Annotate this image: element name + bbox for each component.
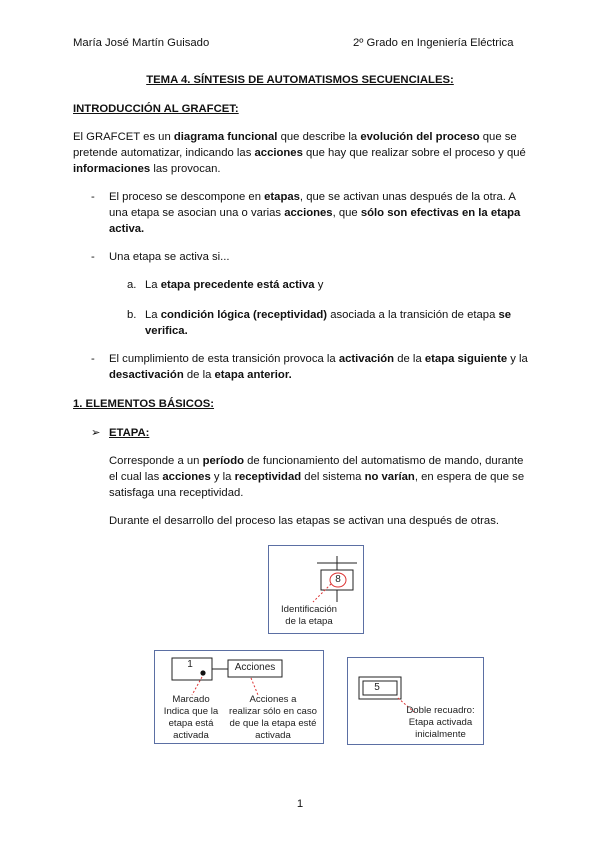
sub-item-a-marker: a.	[127, 279, 137, 291]
sub-item-b-marker: b.	[127, 309, 137, 321]
step-number: 8	[335, 574, 341, 585]
arrow-bullet-icon: ➢	[91, 427, 101, 439]
document-title: TEMA 4. SÍNTESIS DE AUTOMATISMOS SECUENCIALES:	[146, 74, 454, 86]
figure-step-actions	[154, 650, 324, 744]
sub-item-a: La etapa precedente está activa y	[145, 279, 324, 291]
step-number: 5	[374, 682, 380, 693]
marking-caption: Marcado Indica que la etapa está activada	[163, 694, 219, 741]
figure-step-identification	[268, 545, 364, 634]
figure-initial-step	[347, 657, 484, 745]
etapa-paragraph-2: Durante el desarrollo del proceso las etapas se activan una después de otras.	[109, 515, 499, 527]
etapa-paragraph: Corresponde a un período de funcionamiento del automatismo de mando, durante el cual las acciones y la receptividad del sistema no varían, en espera de que se satisfaga una receptividad.	[109, 455, 525, 499]
bullet-dash: -	[91, 191, 95, 203]
figure-caption: Identificación	[281, 604, 337, 615]
section-heading: 1. ELEMENTOS BÁSICOS:	[73, 398, 215, 410]
bullet-transicion: El cumplimiento de esta transición provoca la activación de la etapa siguiente y la desactivación de la etapa anterior.	[109, 353, 528, 381]
header-author: María José Martín Guisado	[73, 37, 210, 49]
bullet-dash: -	[91, 353, 95, 365]
header-course: 2º Grado en Ingeniería Eléctrica	[353, 37, 514, 49]
etapa-heading: ETAPA:	[109, 427, 150, 439]
sub-item-b: La condición lógica (receptividad) asociada a la transición de etapa se verifica.	[145, 309, 512, 337]
page-number: 1	[296, 798, 304, 810]
bullet-activacion: Una etapa se activa si...	[109, 251, 230, 263]
double-box-caption: Doble recuadro: Etapa activada inicialmente	[406, 705, 475, 740]
figure-caption: de la etapa	[285, 616, 333, 627]
step-number: 1	[187, 659, 193, 670]
bullet-dash: -	[91, 251, 95, 263]
actions-label: Acciones	[234, 662, 276, 673]
intro-heading: INTRODUCCIÓN AL GRAFCET:	[73, 103, 239, 115]
intro-paragraph: El GRAFCET es un diagrama funcional que describe la evolución del proceso que se pretende automatizar, indicando las acciones que hay que realizar sobre el proceso y qué informaciones las provocan.	[73, 131, 526, 175]
bullet-etapas: El proceso se descompone en etapas, que se activan unas después de la otra. A una etapa se asocian una o varias acciones, que sólo son efectivas en la etapa activa.	[109, 191, 521, 235]
actions-caption: Acciones a realizar sólo en caso de que la etapa esté activada	[229, 694, 317, 741]
